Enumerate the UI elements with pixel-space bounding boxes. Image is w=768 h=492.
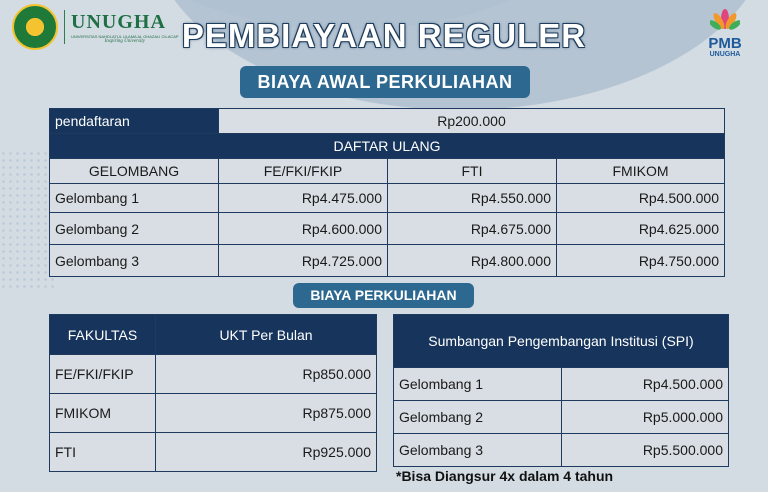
table-row: [394, 434, 729, 467]
table-cell: Rp875.000: [156, 394, 377, 433]
table-cell: Rp925.000: [156, 433, 377, 472]
column-header: UKT Per Bulan: [156, 315, 377, 355]
background-dots: [0, 150, 55, 290]
registration-label: pendaftaran: [50, 109, 219, 134]
table-row: [50, 355, 377, 394]
row-label: Gelombang 3: [394, 434, 562, 467]
ukt-table: [49, 314, 377, 472]
column-header: GELOMBANG: [50, 159, 219, 184]
pmb-text: PMB: [708, 35, 742, 52]
column-header: FMIKOM: [557, 159, 725, 184]
university-name: UNUGHA: [71, 10, 166, 33]
row-label: Gelombang 2: [50, 213, 219, 245]
table-cell: Rp4.500.000: [562, 368, 729, 401]
table-header-row: [50, 159, 725, 184]
table-row: [394, 368, 729, 401]
pmb-subtext: UNUGHA: [709, 51, 741, 58]
table-row: [50, 433, 377, 472]
column-header: FAKULTAS: [50, 315, 156, 355]
daftar-ulang-title: DAFTAR ULANG: [50, 134, 725, 159]
row-label: Gelombang 3: [50, 245, 219, 277]
column-header: Sumbangan Pengembangan Institusi (SPI): [394, 315, 729, 368]
registration-value: Rp200.000: [219, 109, 725, 134]
section-heading-biaya-awal: BIAYA AWAL PERKULIAHAN: [240, 66, 530, 98]
table-row: [394, 401, 729, 434]
row-label: FMIKOM: [50, 394, 156, 433]
table-row: [50, 213, 725, 245]
table-cell: Rp4.500.000: [557, 184, 725, 213]
table-cell: Rp4.675.000: [388, 213, 557, 245]
table-cell: Rp5.500.000: [562, 434, 729, 467]
table-cell: Rp4.725.000: [219, 245, 388, 277]
row-label: FTI: [50, 433, 156, 472]
table-cell: Rp4.475.000: [219, 184, 388, 213]
table-cell: Rp4.625.000: [557, 213, 725, 245]
table-cell: Rp5.000.000: [562, 401, 729, 434]
biaya-awal-table: [49, 108, 725, 277]
row-label: Gelombang 1: [394, 368, 562, 401]
table-header-row: [50, 315, 377, 355]
university-subtitle: UNIVERSITAS NAHDLATUL ULAMA AL GHAZALI CILACAP: [71, 33, 179, 39]
university-tagline: Inspiring University: [104, 38, 145, 44]
table-row: [50, 245, 725, 277]
installment-note: *Bisa Diangsur 4x dalam 4 tahun: [396, 468, 614, 484]
table-row: [50, 109, 725, 134]
table-row: [50, 184, 725, 213]
table-cell: Rp4.550.000: [388, 184, 557, 213]
table-cell: Rp4.800.000: [388, 245, 557, 277]
row-label: Gelombang 2: [394, 401, 562, 434]
page-title: PEMBIAYAAN REGULER: [181, 17, 587, 54]
table-cell: Rp850.000: [156, 355, 377, 394]
column-header: FTI: [388, 159, 557, 184]
column-header: FE/FKI/FKIP: [219, 159, 388, 184]
table-header-row: [394, 315, 729, 368]
row-label: FE/FKI/FKIP: [50, 355, 156, 394]
spi-table: [393, 314, 729, 467]
section-heading-biaya-perkuliahan: BIAYA PERKULIAHAN: [293, 283, 474, 308]
table-row: [50, 134, 725, 159]
table-cell: Rp4.600.000: [219, 213, 388, 245]
row-label: Gelombang 1: [50, 184, 219, 213]
table-cell: Rp4.750.000: [557, 245, 725, 277]
table-row: [50, 394, 377, 433]
